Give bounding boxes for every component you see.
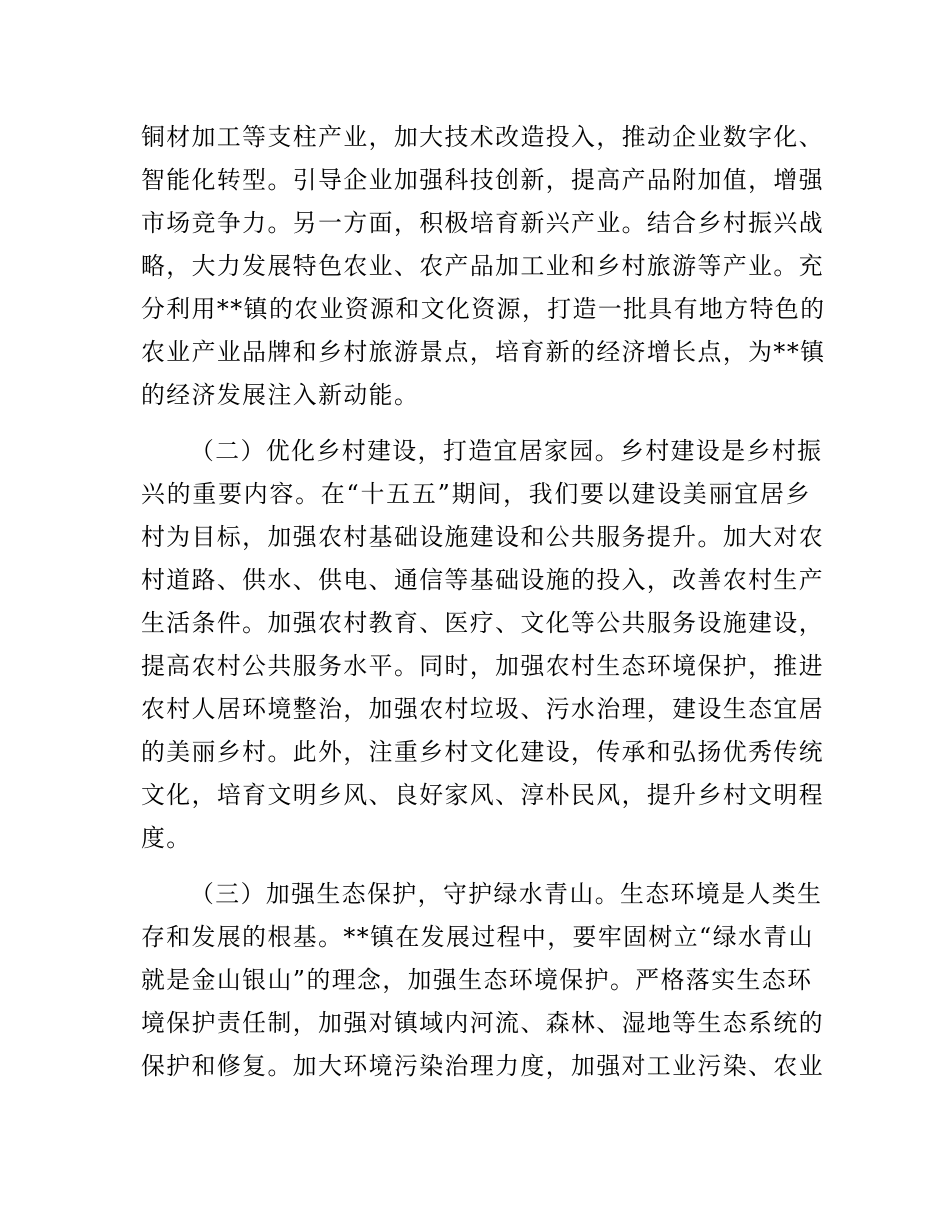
- text-line: 农村人居环境整治，加强农村垃圾、污水治理，建设生态宜居: [141, 695, 825, 723]
- text-line: 铜材加工等支柱产业，加大技术改造投入，推动企业数字化、: [141, 123, 825, 151]
- text-line: 的美丽乡村。此外，注重乡村文化建设，传承和弘扬优秀传统: [141, 738, 825, 766]
- text-line: 村为目标，加强农村基础设施建设和公共服务提升。加大对农: [141, 523, 825, 551]
- text-line: 兴的重要内容。在“十五五”期间，我们要以建设美丽宜居乡: [141, 480, 811, 508]
- text-line: 智能化转型。引导企业加强科技创新，提高产品附加值，增强: [141, 166, 825, 194]
- text-line: 农业产业品牌和乡村旅游景点，培育新的经济增长点，为**镇: [141, 338, 826, 366]
- text-line: 生活条件。加强农村教育、医疗、文化等公共服务设施建设，: [141, 609, 825, 637]
- text-line: 提高农村公共服务水平。同时，加强农村生态环境保护，推进: [141, 652, 825, 680]
- paragraph-heading-line: （二）优化乡村建设，打造宜居家园。乡村建设是乡村振: [190, 437, 823, 465]
- text-line: 就是金山银山”的理念，加强生态环境保护。严格落实生态环: [141, 966, 813, 994]
- text-line: 文化，培育文明乡风、良好家风、淳朴民风，提升乡村文明程: [141, 781, 825, 809]
- text-line: 度。: [141, 824, 192, 852]
- text-line: 的经济发展注入新动能。: [141, 381, 420, 409]
- text-line: 存和发展的根基。**镇在发展过程中，要牢固树立“绿水青山: [141, 923, 814, 951]
- text-line: 市场竞争力。另一方面，积极培育新兴产业。结合乡村振兴战: [141, 209, 825, 237]
- text-line: 略，大力发展特色农业、农产品加工业和乡村旅游等产业。充: [141, 252, 825, 280]
- paragraph-heading-line: （三）加强生态保护，守护绿水青山。生态环境是人类生: [190, 880, 823, 908]
- text-line: 境保护责任制，加强对镇域内河流、森林、湿地等生态系统的: [141, 1009, 825, 1037]
- text-line: 村道路、供水、供电、通信等基础设施的投入，改善农村生产: [141, 566, 825, 594]
- text-line: 分利用**镇的农业资源和文化资源，打造一批具有地方特色的: [141, 295, 826, 323]
- text-line: 保护和修复。加大环境污染治理力度，加强对工业污染、农业: [141, 1052, 825, 1080]
